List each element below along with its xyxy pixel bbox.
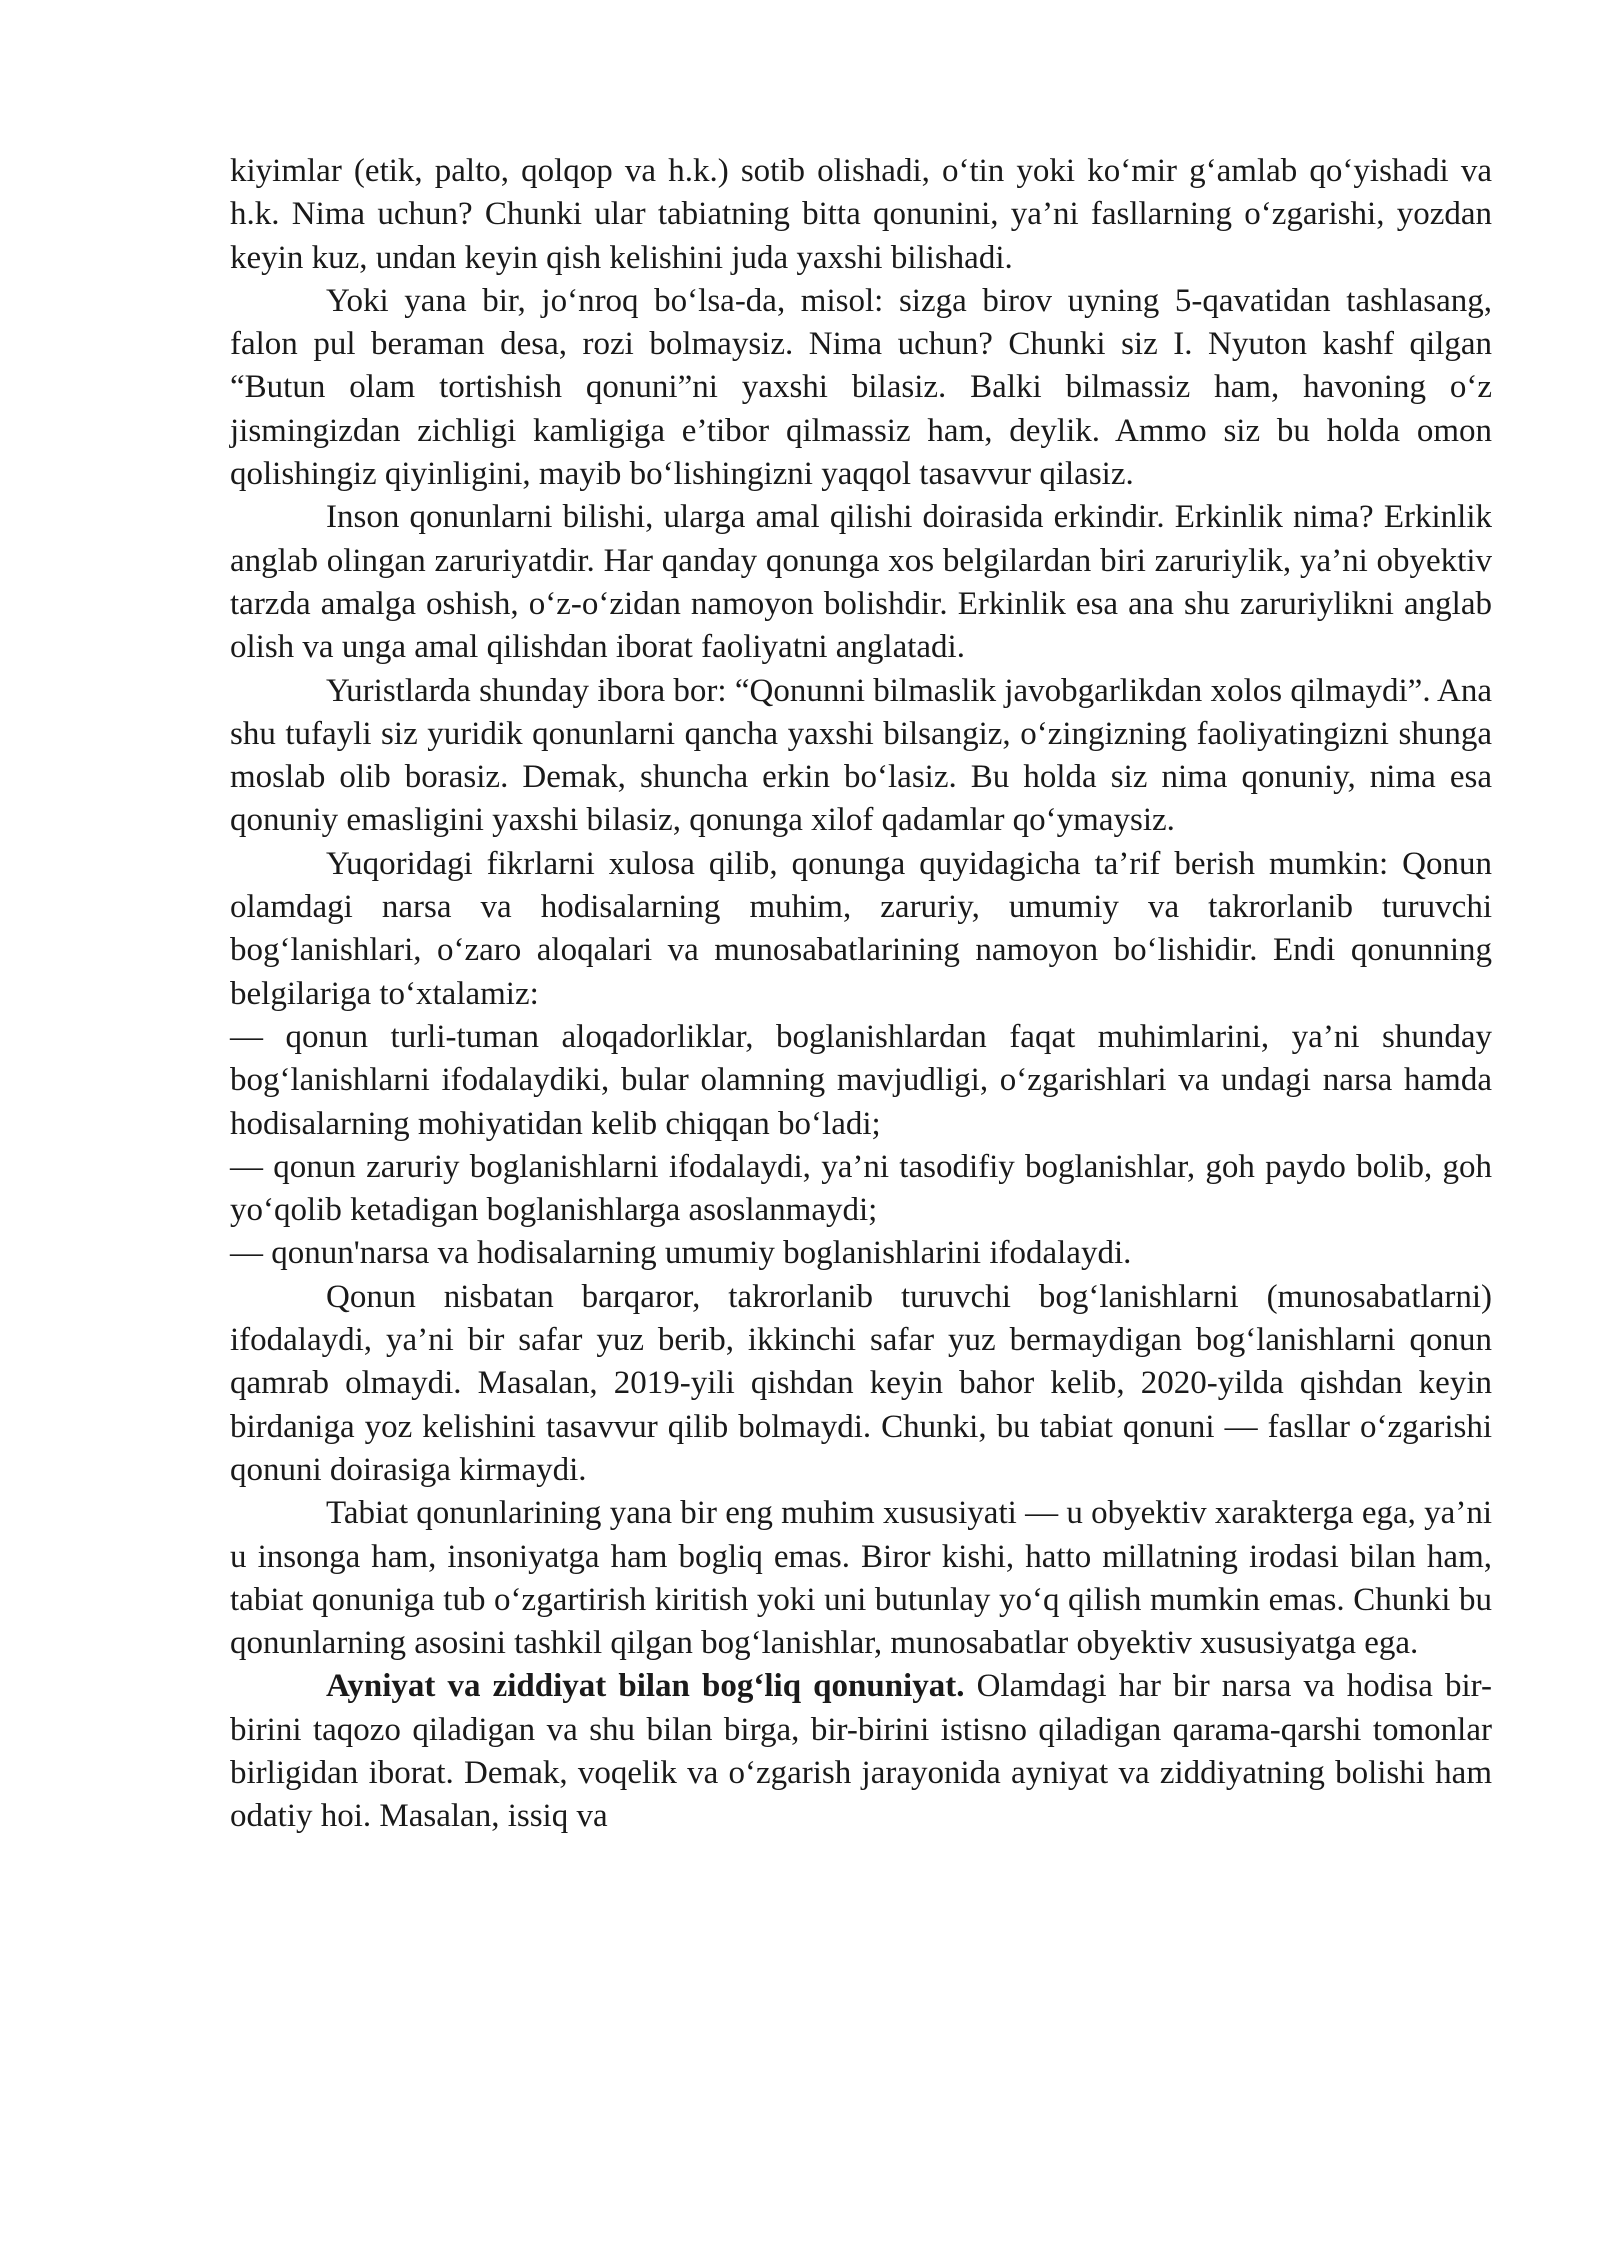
- list-item-general-connections: — qonun'narsa va hodisalarning umumiy boglanishlarini ifodalaydi.: [230, 1235, 1132, 1272]
- paragraph-identity-contradiction: [230, 1665, 1492, 1838]
- paragraph-continuation: kiyimlar (etik, palto, qolqop va h.k.) sotib olishadi, o‘tin yoki ko‘mir g‘amlab qo‘yishadi va h.k. Nima uchun? Chunki ular tabiatning bitta qonunini, ya’ni fasllarning o‘zgarishi, yozdan keyin kuz, undan keyin qish kelishini juda yaxshi bilishadi.: [230, 153, 1492, 276]
- list-item-essential-connections: — qonun turli-tuman aloqadorliklar, boglanishlardan faqat muhimlarini, ya’ni shunday bog‘lanishlarni ifodalaydiki, bular olamning mavjudligi, o‘zgarishlari va undagi narsa hamda hodisalarning mohiyatidan kelib chiqqan bo‘ladi;: [230, 1018, 1492, 1142]
- paragraph-freedom: Inson qonunlarni bilishi, ularga amal qilishi doirasida erkindir. Erkinlik nima? Erkinlik anglab olingan zaruriyatdir. Har qanday qonunga xos belgilardan biri zaruriylik, ya’ni obyektiv tarzda amalga oshish, o‘z-o‘zidan namoyon bolishdir. Erkinlik esa ana shu zaruriylikni anglab olish va unga amal qilishdan iborat faoliyatni anglatadi.: [230, 499, 1492, 666]
- section-heading: Ayniyat va ziddiyat bilan bog‘liq qonuniyat.: [326, 1668, 965, 1705]
- list-item-necessary-connections: — qonun zaruriy boglanishlarni ifodalaydi, ya’ni tasodifiy boglanishlar, goh paydo bolib, goh yo‘qolib ketadigan boglanishlarga asoslanmaydi;: [230, 1148, 1492, 1229]
- paragraph-text: Olamdagi har bir narsa va hodisa bir-birini taqozo qiladigan va shu bilan birga, bir-birini istisno qiladigan qarama-qarshi tomonlar birligidan iborat. Demak, voqelik va o‘zgarish jarayonida ayniyat va ziddiyatning bolishi ham odatiy hoi. Masalan, issiq va: [230, 1668, 1493, 1835]
- paragraph-jurists: Yuristlarda shunday ibora bor: “Qonunni bilmaslik javobgarlikdan xolos qilmaydi”. Ana shu tufayli siz yuridik qonunlarni qancha yaxshi bilsangiz, o‘zingizning faoliyatingizni shunga moslab olib borasiz. Demak, shuncha erkin bo‘lasiz. Bu holda siz nima qonuniy, nima esa qonuniy emasligini yaxshi bilasiz, qonunga xilof qadamlar qo‘ymaysiz.: [230, 672, 1492, 839]
- paragraph-gravity-example: Yoki yana bir, jo‘nroq bo‘lsa-da, misol: sizga birov uyning 5-qavatidan tashlasang, falon pul beraman desa, rozi bolmaysiz. Nima uchun? Chunki siz I. Nyuton kashf qilgan “Butun olam tortishish qonuni”ni yaxshi bilasiz. Balki bilmassiz ham, havoning o‘z jismingizdan zichligi kamligiga e’tibor qilmassiz ham, deylik. Ammo siz bu holda omon qolishingiz qiyinligini, mayib bo‘lishingizni yaqqol tasavvur qilasiz.: [230, 282, 1492, 493]
- document-page: [230, 150, 1492, 1839]
- paragraph-stable-connections: Qonun nisbatan barqaror, takrorlanib turuvchi bog‘lanishlarni (munosabatlarni) ifodalaydi, ya’ni bir safar yuz berib, ikkinchi safar yuz bermaydigan bog‘lanishlarni qonun qamrab olmaydi. Masalan, 2019-yili qishdan keyin bahor kelib, 2020-yilda qishdan keyin birdaniga yoz kelishini tasavvur qilib bolmaydi. Chunki, bu tabiat qonuni — fasllar o‘zgarishi qonuni doirasiga kirmaydi.: [230, 1278, 1492, 1488]
- paragraph-objective-nature: Tabiat qonunlarining yana bir eng muhim xususiyati — u obyektiv xarakterga ega, ya’ni u insonga ham, insoniyatga ham bogliq emas. Biror kishi, hatto millatning irodasi bilan ham, tabiat qonuniga tub o‘zgartirish kiritish yoki uni butunlay yo‘q qilish mumkin emas. Chunki bu qonunlarning asosini tashkil qilgan bog‘lanishlar, munosabatlar obyektiv xususiyatga ega.: [230, 1495, 1492, 1662]
- paragraph-law-definition: Yuqoridagi fikrlarni xulosa qilib, qonunga quyidagicha ta’rif berish mumkin: Qonun olamdagi narsa va hodisalarning muhim, zaruriy, umumiy va takrorlanib turuvchi bog‘lanishlari, o‘zaro aloqalari va munosabatlarining namoyon bo‘lishidir. Endi qonunning belgilariga to‘xtalamiz:: [230, 845, 1492, 1012]
